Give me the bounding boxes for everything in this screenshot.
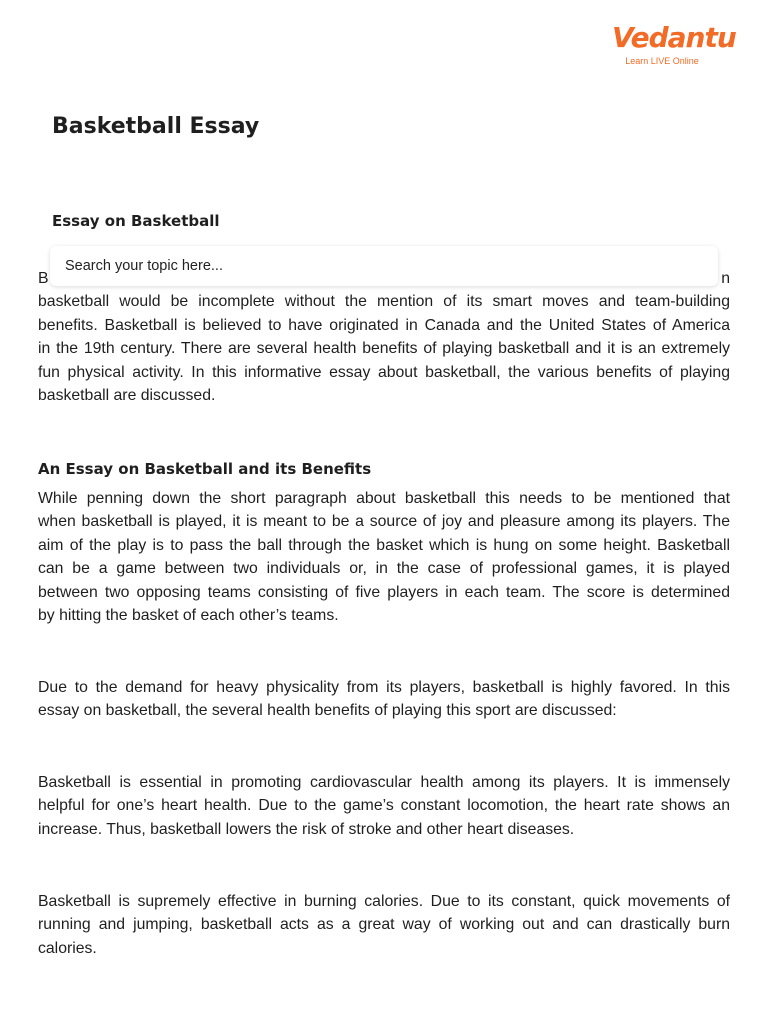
paragraph-line: fun physical activity. In this informative essay about basketball, the various benefits of playing <box>38 363 730 381</box>
paragraph-line: running and jumping, basketball acts as a great way of working out and can drastically burn <box>38 916 730 934</box>
search-input[interactable] <box>65 258 685 274</box>
page-title: Basketball Essay <box>52 114 260 139</box>
paragraph-line: helpful for one’s heart health. Due to the game’s constant locomotion, the heart rate shows an <box>38 797 730 815</box>
paragraph-line: essay on basketball, the several health benefits of playing this sport are discussed: <box>38 702 617 720</box>
paragraph-line: Due to the demand for heavy physicality from its players, basketball is highly favored. In this <box>38 679 730 696</box>
logo-tagline: Learn LIVE Online <box>625 56 699 66</box>
paragraph-line: in the 19th century. There are several health benefits of playing basketball and it is an extremely <box>38 340 730 358</box>
paragraph-line: between two opposing teams consisting of five players in each team. The score is determined <box>38 583 730 601</box>
search-bar[interactable] <box>50 246 718 286</box>
paragraph-line: Basketball is essential in promoting cardiovascular health among its players. It is immensely <box>38 774 730 791</box>
paragraph-line: While penning down the short paragraph about basketball this needs to be mentioned that <box>38 490 730 507</box>
paragraph-line: by hitting the basket of each other’s teams. <box>38 607 339 625</box>
paragraph-line: can be a game between two individuals or, in the case of professional games, it is played <box>38 560 730 578</box>
essay-subtitle: Essay on Basketball <box>52 212 220 230</box>
paragraph-line: benefits. Basketball is believed to have originated in Canada and the United States of America <box>38 316 730 334</box>
calories-paragraph <box>38 890 730 960</box>
paragraph-line: aim of the play is to pass the ball through the basket which is hung on some height. Basketball <box>38 536 730 554</box>
paragraph-line: calories. <box>38 939 97 957</box>
vedantu-logo[interactable] <box>612 21 736 66</box>
cardio-paragraph <box>38 771 730 841</box>
paragraph-line: when basketball is played, it is meant to be a source of joy and pleasure among its players. The <box>38 513 730 531</box>
paragraph-line: increase. Thus, basketball lowers the risk of stroke and other heart diseases. <box>38 820 575 838</box>
paragraph-line: Basketball is supremely effective in burning calories. Due to its constant, quick movements of <box>38 893 730 910</box>
intro-paragraph <box>38 267 730 407</box>
line-end: n <box>721 270 730 287</box>
logo-wordmark: Vedantu <box>612 21 736 54</box>
section-heading: An Essay on Basketball and its Benefits <box>38 460 372 478</box>
line-start: B <box>38 270 49 287</box>
paragraph-line: basketball would be incomplete without the mention of its smart moves and team-building <box>38 293 730 311</box>
paragraph-line: basketball are discussed. <box>38 387 216 405</box>
physicality-paragraph <box>38 676 730 723</box>
benefits-paragraph <box>38 487 730 627</box>
